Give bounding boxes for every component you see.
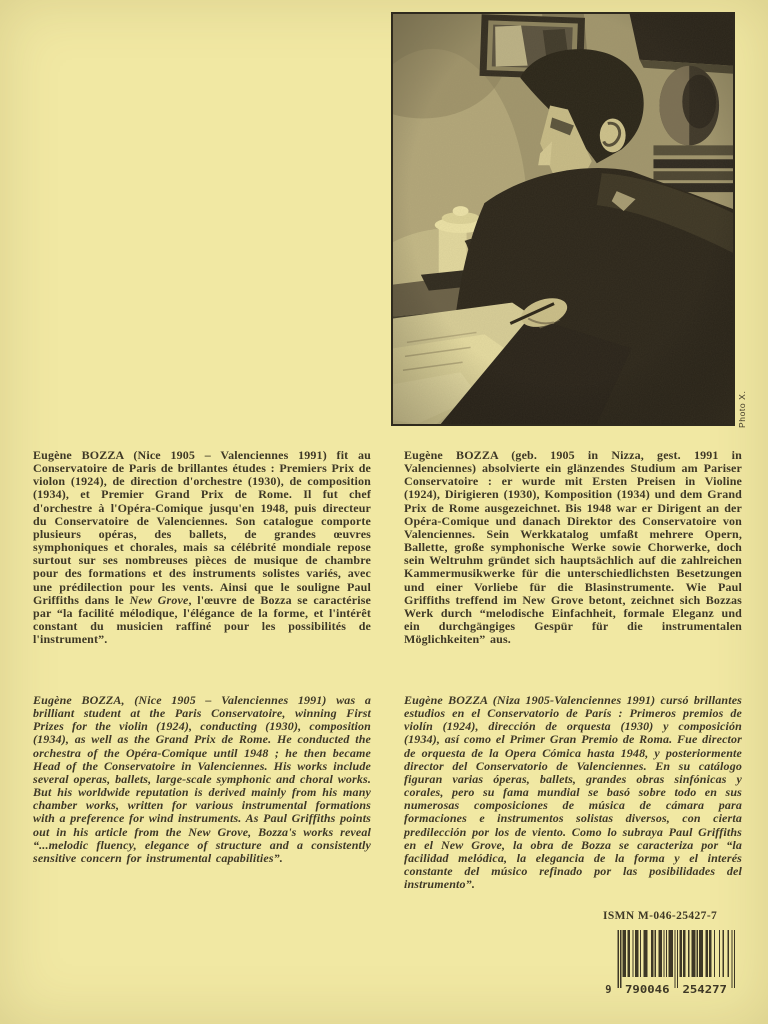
portrait-photo-art (393, 14, 733, 424)
bio-german: Eugène BOZZA (geb. 1905 in Nizza, gest. 1991 in Valenciennes) absolvierte ein glänzendes Studium am Pariser Conservatoire : er wurde mit Ersten Preisen in Violine (1924), Dirigieren (1930), Komposition (1934) und dem Grand Prix de Rome ausgezeichnet. Bis 1948 war er Dirigent an der Opéra-Comique und danach Direktor des Conservatoire von Valenciennes. Sein Werkkatalog umfaßt mehrere Opern, Ballette, große symphonische Werke sowie Chorwerke, doch sein Weltruhm gründet sich hauptsächlich auf die zahlreichen Kammermusikwerke für die unterschiedlichsten Besetzungen und einer Vorliebe für die Blasinstrumente. Wie Paul Griffiths treffend im New Grove betont, zeichnet sich Bozzas Werk durch “melodische Einfachheit, formale Eleganz und ein durchgängiges Gespür für die instrumentalen Möglichkeiten” aus. (404, 448, 742, 647)
ismn-label: ISMN M-046-25427-7 (603, 910, 718, 922)
bio-spanish: Eugène BOZZA (Niza 1905-Valenciennes 1991) cursó brillantes estudios en el Conservatorio de París : Primeros premios de violín (1924), dirección de orquesta (1930) y composición (1934), así como el Primer Gran Premio de Roma. Fue director de orquesta de la Opera Cómica hasta 1948, y posteriormente director del Conservatorio de Valenciennes. En su catálogo figuran varias óperas, ballets, grandes obras sinfónicas y corales, pero su fama mundial se basó sobre todo en sus numerosas composiciones de música de cámara para formaciones e instrumentos solistas diversos, con cierta predilección por los de viento. Como lo subraya Paul Griffiths en el New Grove, la obra de Bozza se caracteriza por “la facilidad melódica, la elegancia de la forma y el interés constante del músico refinado por las posibilidades del instrumento”. (404, 693, 742, 892)
bio-english: Eugène BOZZA, (Nice 1905 – Valenciennes 1991) was a brilliant student at the Paris Conservatoire, winning First Prizes for the violin (1924), conducting (1930), composition (1934), as well as the Grand Prix de Rome. He conducted the orchestra of the Opéra-Comique until 1948 ; he then became Head of the Conservatoire in Valenciennes. His works include several operas, ballets, large-scale symphonic and choral works. But his worldwide reputation is derived mainly from his many chamber works, written for various instrumental formations with a preference for wind instruments. As Paul Griffiths points out in his article from the New Grove, Bozza's works reveal “...melodic fluency, elegance of structure and a consistently sensitive concern for instrumental capabilities”. (33, 693, 371, 865)
barcode-svg (604, 930, 735, 994)
barcode-left-digits: 790046 (625, 983, 670, 994)
bio-french: Eugène BOZZA (Nice 1905 – Valenciennes 1991) fit au Conservatoire de Paris de brillantes études : Premiers Prix de violon (1924), de direction d'orchestre (1930), de composition (1934), et Premier Grand Prix de Rome. Il fut chef d'orchestre à l'Opéra-Comique jusqu'en 1948, puis directeur du Conservatoire de Valenciennes. Son catalogue comporte plusieurs opéras, des ballets, de grandes œuvres symphoniques et chorales, mais sa célébrité mondiale repose surtout sur ses nombreuses pièces de musique de chambre pour des formations et des instruments solistes variés, avec une prédilection pour les vents. Ainsi que le souligne Paul Griffiths dans le New Grove, l'œuvre de Bozza se caractérise par “la facilité mélodique, l'élégance de la forme, et l'intérêt constant du musicien raffiné pour les possibilités de l'instrument”. (33, 448, 371, 647)
barcode-right-digits: 254277 (682, 983, 727, 994)
barcode-bars (618, 930, 735, 988)
barcode (604, 930, 735, 994)
portrait-photo (391, 12, 735, 426)
barcode-first-digit: 9 (605, 983, 612, 994)
photo-credit: Photo X. (737, 390, 747, 428)
